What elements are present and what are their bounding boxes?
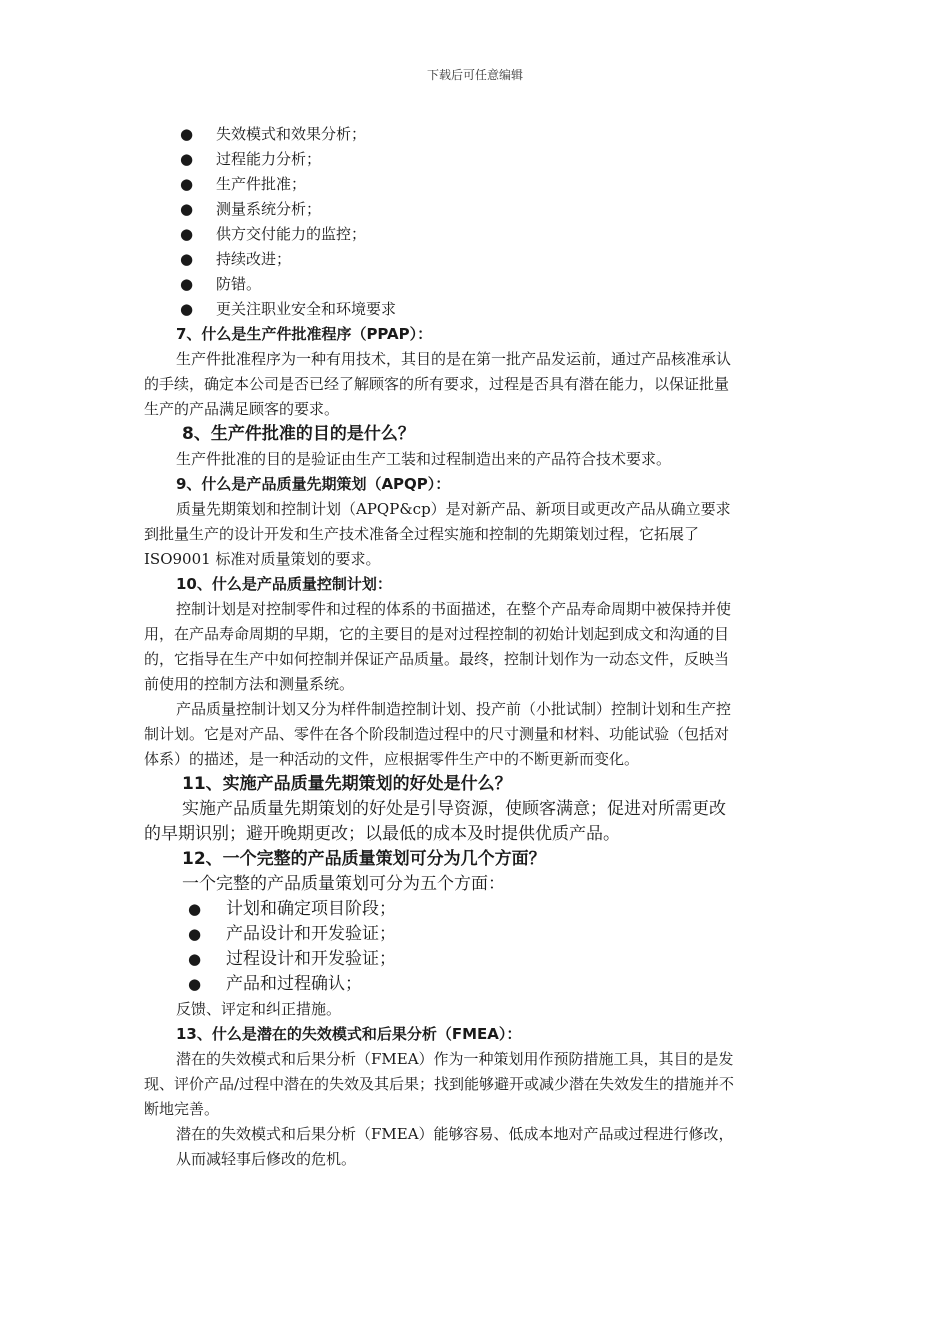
bullet-icon: ●	[180, 150, 194, 168]
list-item: ● 生产件批准；	[144, 172, 814, 197]
list-item: ● 过程设计和开发验证；	[144, 947, 814, 972]
list-item: ● 更关注职业安全和环境要求	[144, 297, 814, 322]
paragraph-q13-1: 潜在的失效模式和后果分析（FMEA）作为一种策划用作预防措施工具，其目的是发 现、评价产品/过程中潜在的失效及其后果；找到能够避开或减少潜在失效发生的措施并不 断地完善。	[144, 1050, 735, 1118]
section-heading-q8: 8、生产件批准的目的是什么？	[182, 424, 415, 444]
paragraph-q8: 生产件批准的目的是验证由生产工装和过程制造出来的产品符合技术要求。	[176, 450, 672, 468]
paragraph-q9: 质量先期策划和控制计划（APQP&cp）是对新产品、新项目或更改产品从确立要求 到批量生产的设计开发和生产技术准备全过程实施和控制的先期策划过程，它拓展了 ISO9001 标准对质量策划的要求。	[144, 500, 731, 568]
list-item: ● 计划和确定项目阶段；	[144, 897, 814, 922]
paragraph-q13-2: 潜在的失效模式和后果分析（FMEA）能够容易、低成本地对产品或过程进行修改， 从而减轻事后修改的危机。	[176, 1125, 734, 1168]
section-heading-q7: 7、什么是生产件批准程序（PPAP）：	[176, 325, 433, 343]
list-item: ● 防错。	[144, 272, 814, 297]
bullet-icon: ●	[180, 125, 194, 143]
bullet-icon: ●	[188, 925, 202, 943]
section-heading-q13: 13、什么是潜在的失效模式和后果分析（FMEA）：	[176, 1025, 522, 1043]
list-item: ● 过程能力分析；	[144, 147, 814, 172]
bullet-icon: ●	[188, 950, 202, 968]
bullet-icon: ●	[188, 975, 202, 993]
bullet-icon: ●	[180, 225, 194, 243]
bullet-icon: ●	[188, 900, 202, 918]
bullet-list-q12	[144, 897, 814, 997]
list-item: ● 测量系统分析；	[144, 197, 814, 222]
list-item: ● 失效模式和效果分析；	[144, 122, 814, 147]
bullet-icon: ●	[180, 250, 194, 268]
section-heading-q12: 12、一个完整的产品质量策划可分为几个方面？	[182, 849, 546, 869]
section-heading-q9: 9、什么是产品质量先期策划（APQP）：	[176, 475, 451, 493]
bullet-icon: ●	[180, 300, 194, 318]
list-item: ● 产品设计和开发验证；	[144, 922, 814, 947]
paragraph-q11: 实施产品质量先期策划的好处是引导资源，使顾客满意；促进对所需更改 的早期识别；避开晚期更改；以最低的成本及时提供优质产品。	[144, 799, 726, 844]
paragraph-q10-1: 控制计划是对控制零件和过程的体系的书面描述，在整个产品寿命周期中被保持并使 用，在产品寿命周期的早期，它的主要目的是对过程控制的初始计划起到成文和沟通的目 的，它指导在生产中如何控制并保证产品质量。最终，控制计划作为一动态文件，反映当 前使用的控制方法和测量系统。	[144, 600, 732, 693]
list-item: ● 供方交付能力的监控；	[144, 222, 814, 247]
page-header: 下载后可任意编辑	[426, 68, 523, 82]
bullet-icon: ●	[180, 175, 194, 193]
bullet-icon: ●	[180, 200, 194, 218]
paragraph-q10-2: 产品质量控制计划又分为样件制造控制计划、投产前（小批试制）控制计划和生产控 制计划。它是对产品、零件在各个阶段制造过程中的尺寸测量和材料、功能试验（包括对 体系）的描述，是一种活动的文件，应根据零件生产中的不断更新而变化。	[144, 700, 732, 768]
bullet-list-top	[144, 122, 814, 322]
section-heading-q11: 11、实施产品质量先期策划的好处是什么？	[182, 774, 512, 794]
section-heading-q10: 10、什么是产品质量控制计划：	[176, 575, 392, 593]
list-item-last: 反馈、评定和纠正措施。	[176, 1000, 342, 1018]
list-item: ● 持续改进；	[144, 247, 814, 272]
paragraph-q12-intro: 一个完整的产品质量策划可分为五个方面：	[182, 874, 505, 894]
document-body	[144, 122, 814, 1172]
paragraph-q7: 生产件批准程序为一种有用技术，其目的是在第一批产品发运前，通过产品核准承认 的手续，确定本公司是否已经了解顾客的所有要求，过程是否具有潜在能力，以保证批量 生产的产品满足顾客的要求。	[144, 350, 732, 418]
list-item: ● 产品和过程确认；	[144, 972, 814, 997]
bullet-icon: ●	[180, 275, 194, 293]
